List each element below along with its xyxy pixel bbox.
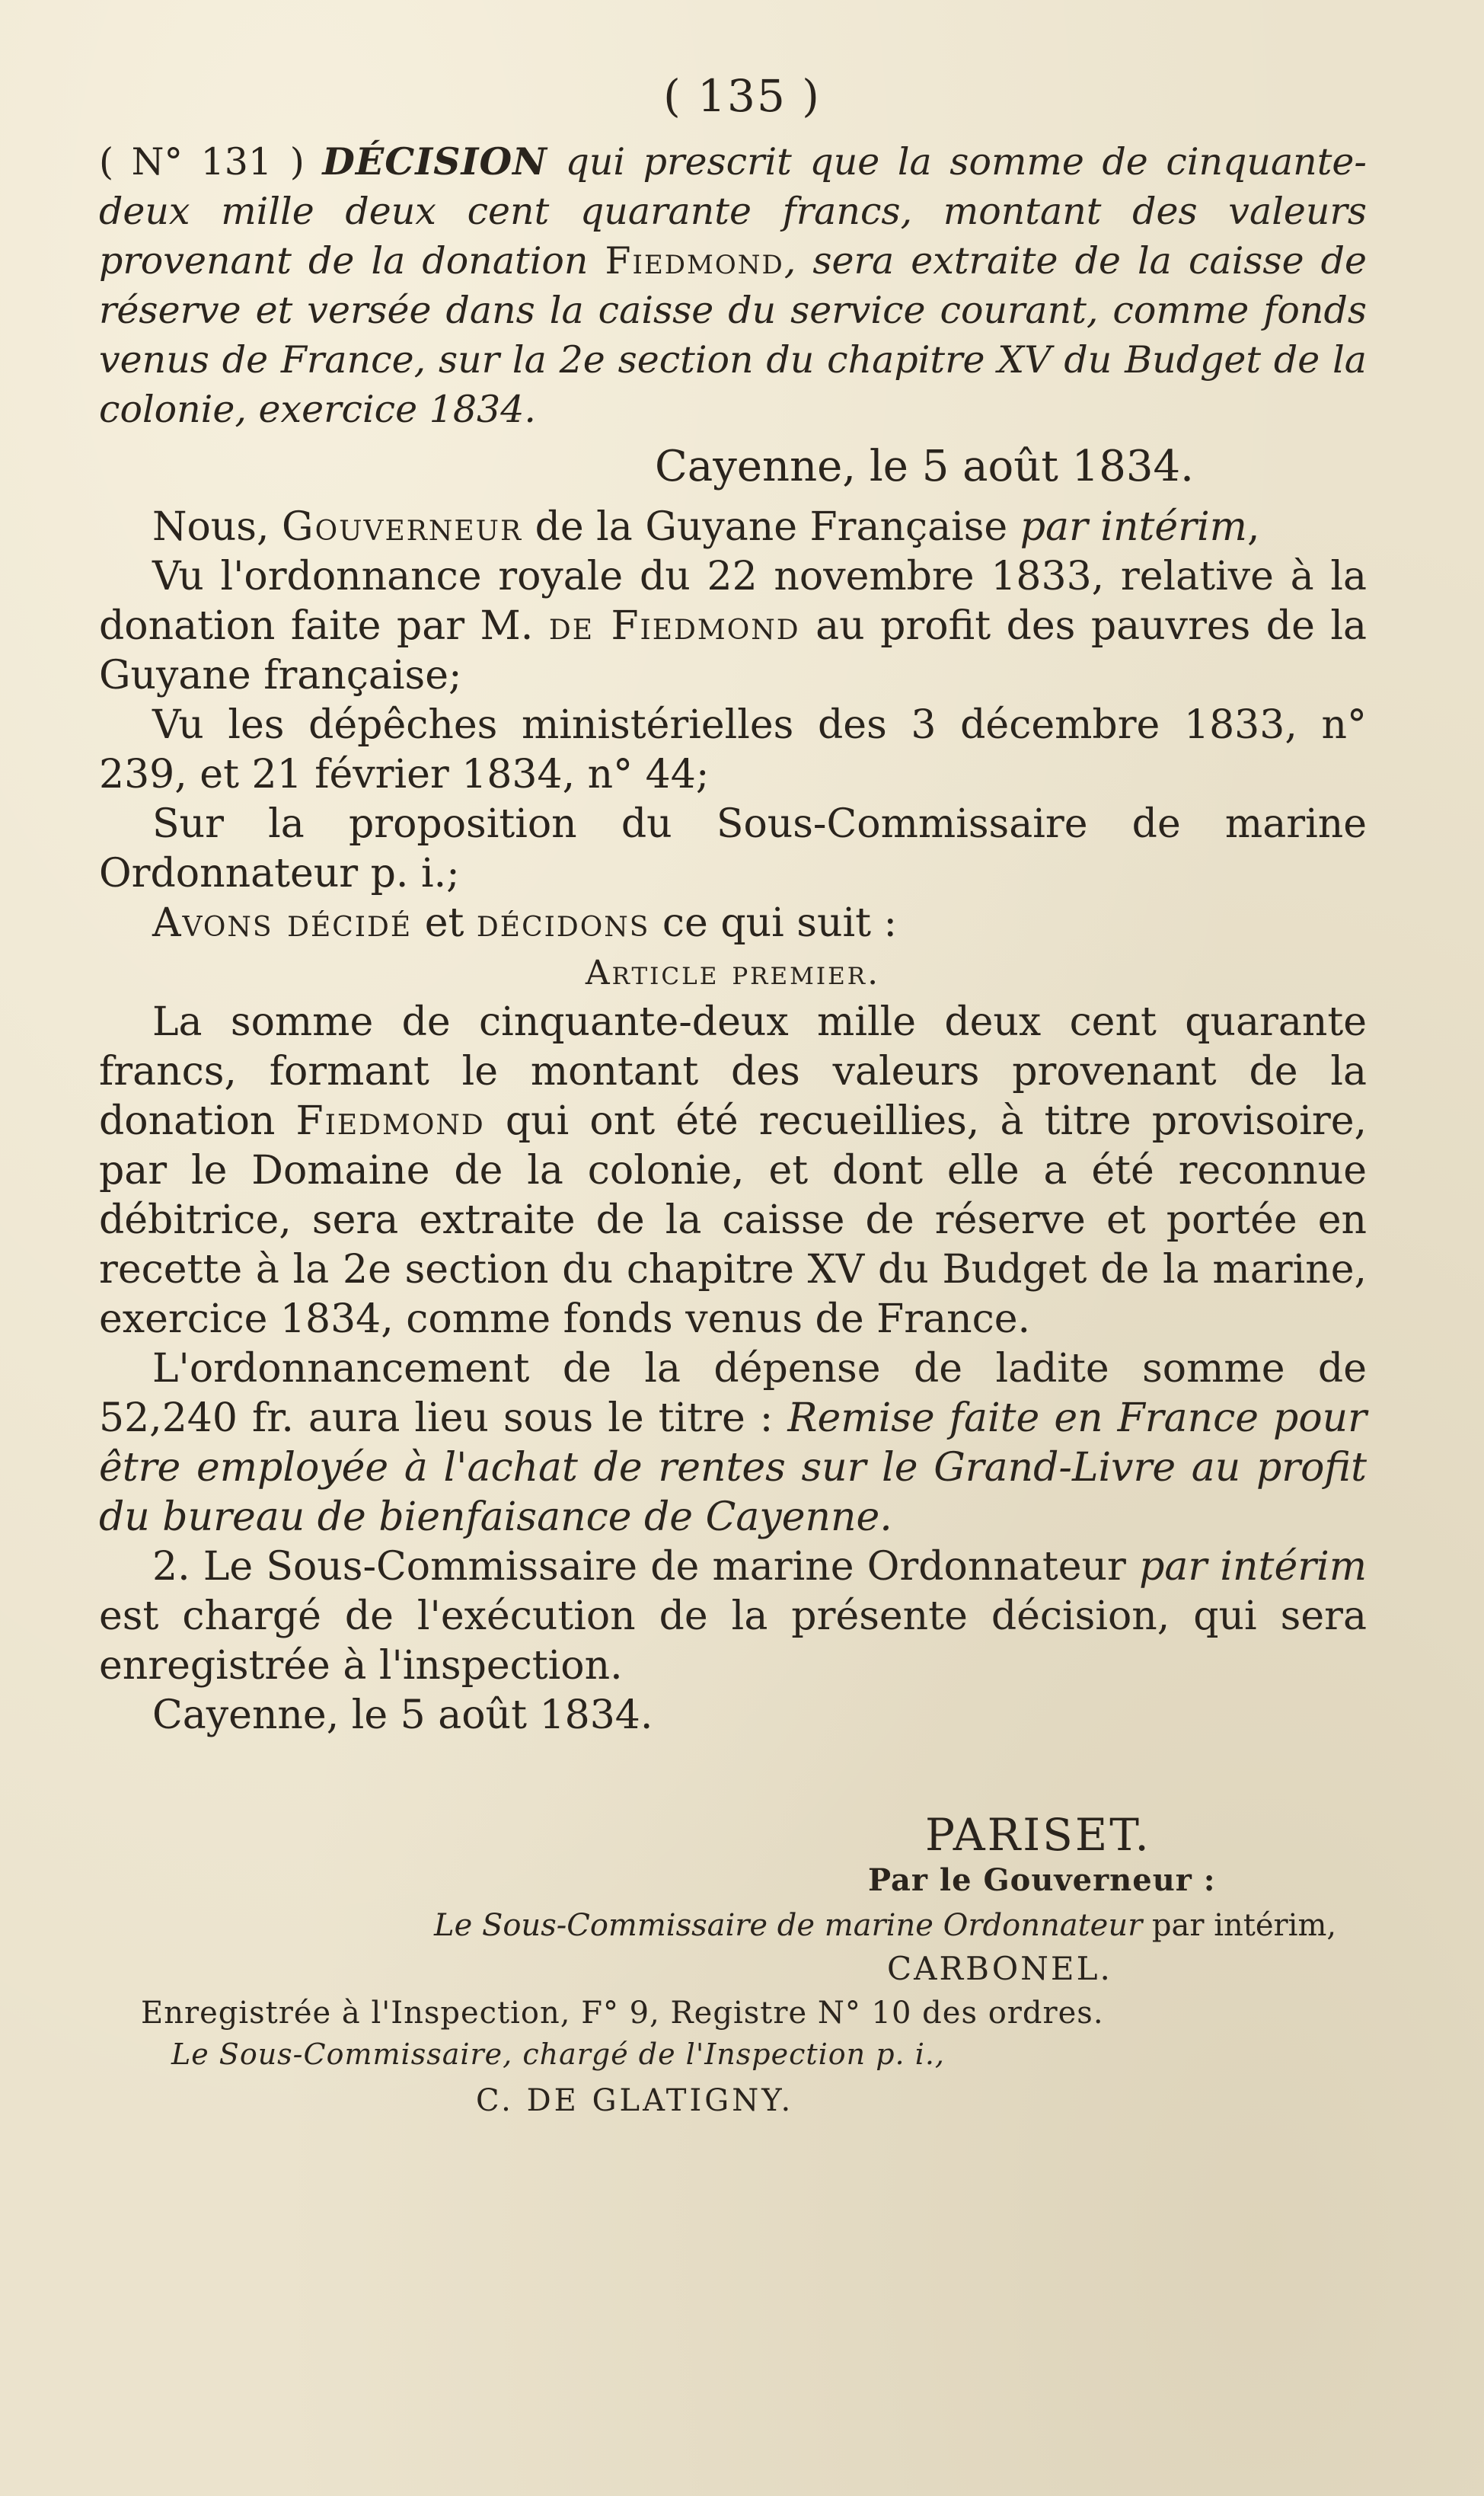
heading-text-2: , sera extraite de la caisse de réserve et versée dans la caisse du service courant, comme fonds venus de France, sur la 2e section du chapitre XV du Budget de la colonie, exercice 1834. [99, 239, 1367, 431]
paragraph-ordonnance: Vu l'ordonnance royale du 22 novembre 1833, relative à la donation faite par M. de Fiedmond au profit des pauvres de la Guyane française; [99, 554, 1367, 698]
decision-body [99, 503, 1367, 1740]
page-number: ( 135 ) [663, 70, 821, 122]
paragraph-avons-decide: Avons décidé et décidons ce qui suit : [152, 900, 898, 946]
paragraph-governor: Nous, Gouverneur de la Guyane Française par intérim, [152, 504, 1260, 550]
paragraph-depeches: Vu les dépêches ministérielles des 3 décembre 1833, n° 239, et 21 février 1834, n° 44; [99, 702, 1367, 797]
registration-line: Enregistrée à l'Inspection, F° 9, Registre N° 10 des ordres. [141, 1996, 1104, 2031]
signature-carbonel: CARBONEL. [887, 1950, 1112, 1987]
heading-name: Fiedmond [605, 239, 784, 283]
paragraph-date-bottom: Cayenne, le 5 août 1834. [152, 1692, 653, 1738]
paragraph-article-2: 2. Le Sous-Commissaire de marine Ordonnateur par intérim est chargé de l'exécution de la présente décision, qui sera enregistrée à l'inspection. [99, 1544, 1368, 1689]
decision-heading [99, 137, 1367, 434]
signature-role: Le Sous-Commissaire de marine Ordonnateur par intérim, [434, 1908, 1337, 1943]
decision-title-word: DÉCISION [322, 139, 547, 184]
paragraph-proposition: Sur la proposition du Sous-Commissaire de marine Ordonnateur p. i.; [99, 801, 1367, 896]
paragraph-article-1: La somme de cinquante-deux mille deux cent quarante francs, formant le montant des valeurs provenant de la donation Fiedmond qui ont été recueillies, à titre provisoire, par le Domaine de la colonie, et dont elle a été reconnue débitrice, sera extraite de la caisse de réserve et portée en recette à la 2e section du chapitre XV du Budget de la marine, exercice 1834, comme fonds venus de France. [99, 999, 1367, 1342]
signature-pariset: PARISET. [925, 1809, 1151, 1861]
paragraph-ordonnancement: L'ordonnancement de la dépense de ladite somme de 52,240 fr. aura lieu sous le titre : Remise faite en France pour être employée à l'achat de rentes sur le Grand-Livre au profit du bureau de bienfaisance de Cayenne. [99, 1346, 1367, 1540]
article-heading: Article premier. [585, 954, 881, 992]
signature-by-governor: Par le Gouverneur : [868, 1862, 1216, 1898]
date-top: Cayenne, le 5 août 1834. [655, 442, 1194, 491]
registration-signature: C. DE GLATIGNY. [476, 2083, 794, 2118]
heading-text-1: qui prescrit que la somme de cinquante-deux mille deux cent quarante francs, montant des valeurs provenant de la donation [99, 140, 1367, 283]
registration-role: Le Sous-Commissaire, chargé de l'Inspection p. i., [171, 2037, 946, 2071]
decision-number: ( N° 131 ) [99, 140, 305, 184]
